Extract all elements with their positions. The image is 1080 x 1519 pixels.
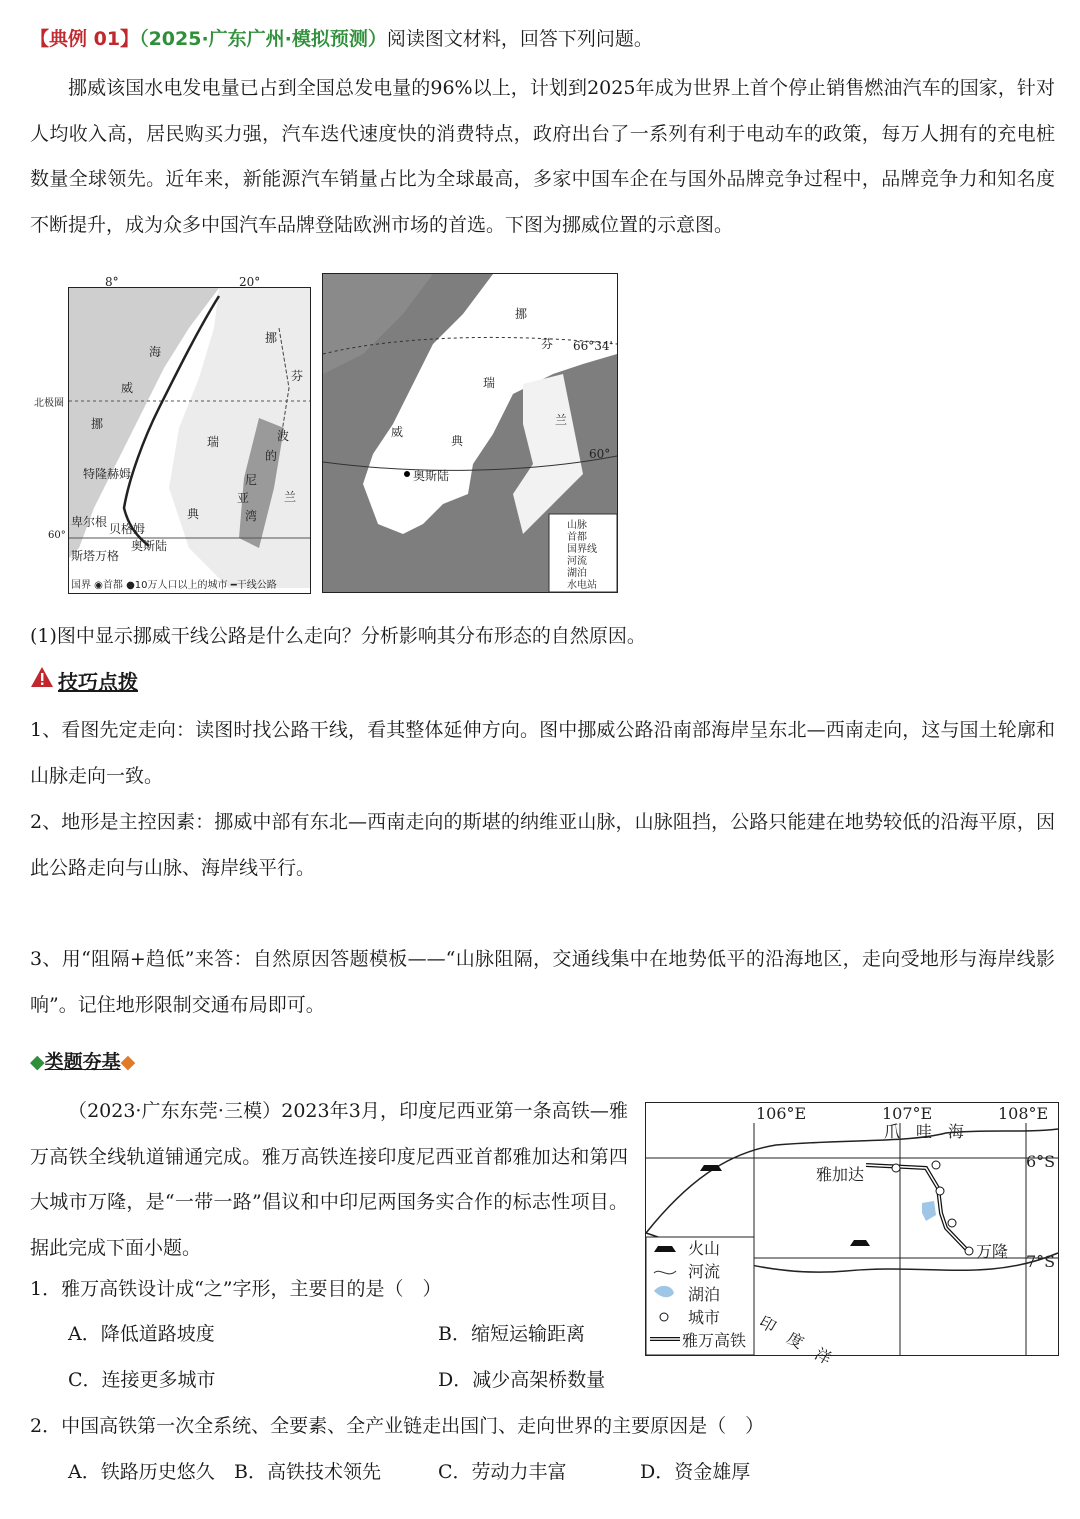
example-tag: 【典例 01】 <box>30 28 140 50</box>
warning-icon <box>30 666 54 692</box>
label-dian: 典 <box>451 434 464 448</box>
label-wan: 湾 <box>245 509 258 523</box>
scandinavia-map <box>322 273 618 593</box>
q2-option-d: D．资金雄厚 <box>640 1461 751 1483</box>
java-railway-map <box>645 1102 1059 1369</box>
legend-railway: 雅万高铁 <box>682 1331 747 1350</box>
label-lan: 兰 <box>555 413 568 427</box>
q2-option-b: B．高铁技术领先 <box>234 1461 381 1483</box>
ocean-label: 印 度 洋 <box>756 1312 835 1369</box>
label-fin: 芬 <box>291 369 304 383</box>
label-no-2: 挪 <box>265 331 278 345</box>
practice-title-row <box>30 1047 135 1074</box>
lat60-label: 60° <box>48 530 66 541</box>
label-wei: 威 <box>391 425 404 439</box>
example-source: （2025·广东广州·模拟预测） <box>139 28 387 50</box>
legend-mountain: 山脉 <box>567 520 587 531</box>
q1-option-c: C．连接更多城市 <box>68 1369 216 1391</box>
city-marker-1 <box>892 1164 900 1172</box>
label-ni: 尼 <box>245 473 258 487</box>
label-rui: 瑞 <box>483 376 496 390</box>
city-trondheim: 特隆赫姆 <box>83 467 132 481</box>
label-sea-2: 威 <box>121 381 134 395</box>
label-de: 的 <box>265 449 278 463</box>
lake-marker <box>922 1201 936 1221</box>
volcano-marker-2 <box>850 1240 870 1246</box>
label-no: 挪 <box>91 417 104 431</box>
material-paragraph: 挪威该国水电发电量已占到全国总发电量的96%以上，计划到2025年成为世界上首个停止销售燃油汽车的国家，针对人均收入高，居民购买力强，汽车迭代速度快的消费特点，政府出台了一系列有利于电动车的政策，每万人拥有的充电桩数量全球领先。近年来，新能源汽车销量占比为全球最高，多家中国车企在与国外品牌竞争过程中，品牌竞争力和知名度不断提升，成为众多中国汽车品牌登陆欧洲市场的首选。下图为挪威位置的示意图。 <box>30 77 1055 236</box>
city-marker-4 <box>948 1219 956 1227</box>
diamond-icon: ◆ <box>30 1051 45 1073</box>
practice-q2: 2．中国高铁第一次全系统、全要素、全产业链走出国门、走向世界的主要原因是（ ） <box>30 1415 765 1437</box>
label-fin: 芬 <box>541 337 554 351</box>
lon-8: 8° <box>105 275 119 289</box>
legend-river: 河流 <box>688 1262 721 1281</box>
city-bandung: 万隆 <box>976 1242 1009 1261</box>
lon-107: 107°E <box>882 1104 933 1123</box>
legend-city: 城市 <box>688 1308 721 1327</box>
map-left-legend: 国界 ◉首都 ●10万人口以上的城市 ━干线公路 <box>71 580 277 591</box>
q2-option-a: A．铁路历史悠久 <box>68 1461 215 1483</box>
legend-lake: 湖泊 <box>567 568 587 579</box>
legend-river: 河流 <box>567 556 587 567</box>
lat-6s: 6°S <box>1026 1152 1056 1171</box>
legend-capital: 首都 <box>567 532 587 543</box>
label-dian: 典 <box>187 507 200 521</box>
q1-option-d: D．减少高架桥数量 <box>438 1369 606 1391</box>
city-bergm: 贝格姆 <box>109 522 146 536</box>
city-bergen: 卑尔根 <box>71 515 108 529</box>
question-1: (1)图中显示挪威干线公路是什么走向？分析影响其分布形态的自然原因。 <box>30 625 646 647</box>
label-sea-1: 海 <box>149 345 162 359</box>
lat-6634: 66°34' <box>573 339 613 353</box>
capital-marker <box>404 471 410 477</box>
example-instruction: 阅读图文材料，回答下列问题。 <box>386 28 653 50</box>
arctic-label: 北极圈 <box>34 398 64 409</box>
tip-item-1: 1、看图先定走向：读图时找公路干线，看其整体延伸方向。图中挪威公路沿南部海岸呈东北—西南走向，这与国土轮廓和山脉走向一致。 <box>30 719 1055 787</box>
example-header <box>30 24 653 51</box>
q2-option-c: C．劳动力丰富 <box>438 1461 567 1483</box>
q1-option-a: A．降低道路坡度 <box>68 1323 215 1345</box>
lon-20: 20° <box>239 275 261 289</box>
city-marker-wanlong <box>965 1247 973 1255</box>
city-jakarta: 雅加达 <box>816 1165 865 1184</box>
label-bo: 波 <box>277 429 290 443</box>
sea-label: 爪 哇 海 <box>884 1122 965 1141</box>
legend-volcano: 火山 <box>688 1239 721 1258</box>
diamond-icon-2: ◆ <box>120 1051 136 1073</box>
city-marker-2 <box>932 1161 940 1169</box>
tip-item-2: 2、地形是主控因素：挪威中部有东北—西南走向的斯堪的纳维亚山脉，山脉阻挡，公路只能建在地势较低的沿海平原，因此公路走向与山脉、海岸线平行。 <box>30 811 1055 879</box>
practice-q1: 1．雅万高铁设计成“之”字形，主要目的是（ ） <box>30 1278 442 1300</box>
legend-hydro: 水电站 <box>567 580 597 591</box>
city-stavanger: 斯塔万格 <box>71 549 120 563</box>
tip-item-3: 3、用“阻隔+趋低”来答：自然原因答题模板——“山脉阻隔，交通线集中在地势低平的沿海地区，走向受地形与海岸线影响”。记住地形限制交通布局即可。 <box>30 948 1055 1016</box>
legend-city-icon <box>660 1313 668 1321</box>
q1-option-b: B．缩短运输距离 <box>438 1323 585 1345</box>
lat-60: 60° <box>589 447 611 461</box>
practice-title: 类题夯基 <box>44 1051 121 1073</box>
practice-intro: （2023·广东东莞·三模）2023年3月，印度尼西亚第一条高铁—雅万高铁全线轨道铺通完成。雅万高铁连接印度尼西亚首都雅加达和第四大城市万隆，是“一带一路”倡议和中印尼两国务实合作的标志性项目。据此完成下面小题。 <box>30 1100 628 1259</box>
city-marker-3 <box>936 1187 944 1195</box>
label-lan: 兰 <box>284 490 297 504</box>
legend-lake: 湖泊 <box>688 1285 721 1304</box>
tips-title: 技巧点拨 <box>58 670 138 694</box>
legend-border: 国界线 <box>567 544 597 555</box>
city-oslo-right: 奥斯陆 <box>413 469 450 483</box>
lon-108: 108°E <box>998 1104 1049 1123</box>
label-rui: 瑞 <box>207 435 220 449</box>
lon-106: 106°E <box>756 1104 807 1123</box>
city-oslo: 奥斯陆 <box>131 539 168 553</box>
lat-7s: 7°S <box>1026 1252 1056 1271</box>
label-ya: 亚 <box>237 491 250 505</box>
label-no: 挪 <box>515 307 528 321</box>
norway-road-map <box>68 275 311 594</box>
